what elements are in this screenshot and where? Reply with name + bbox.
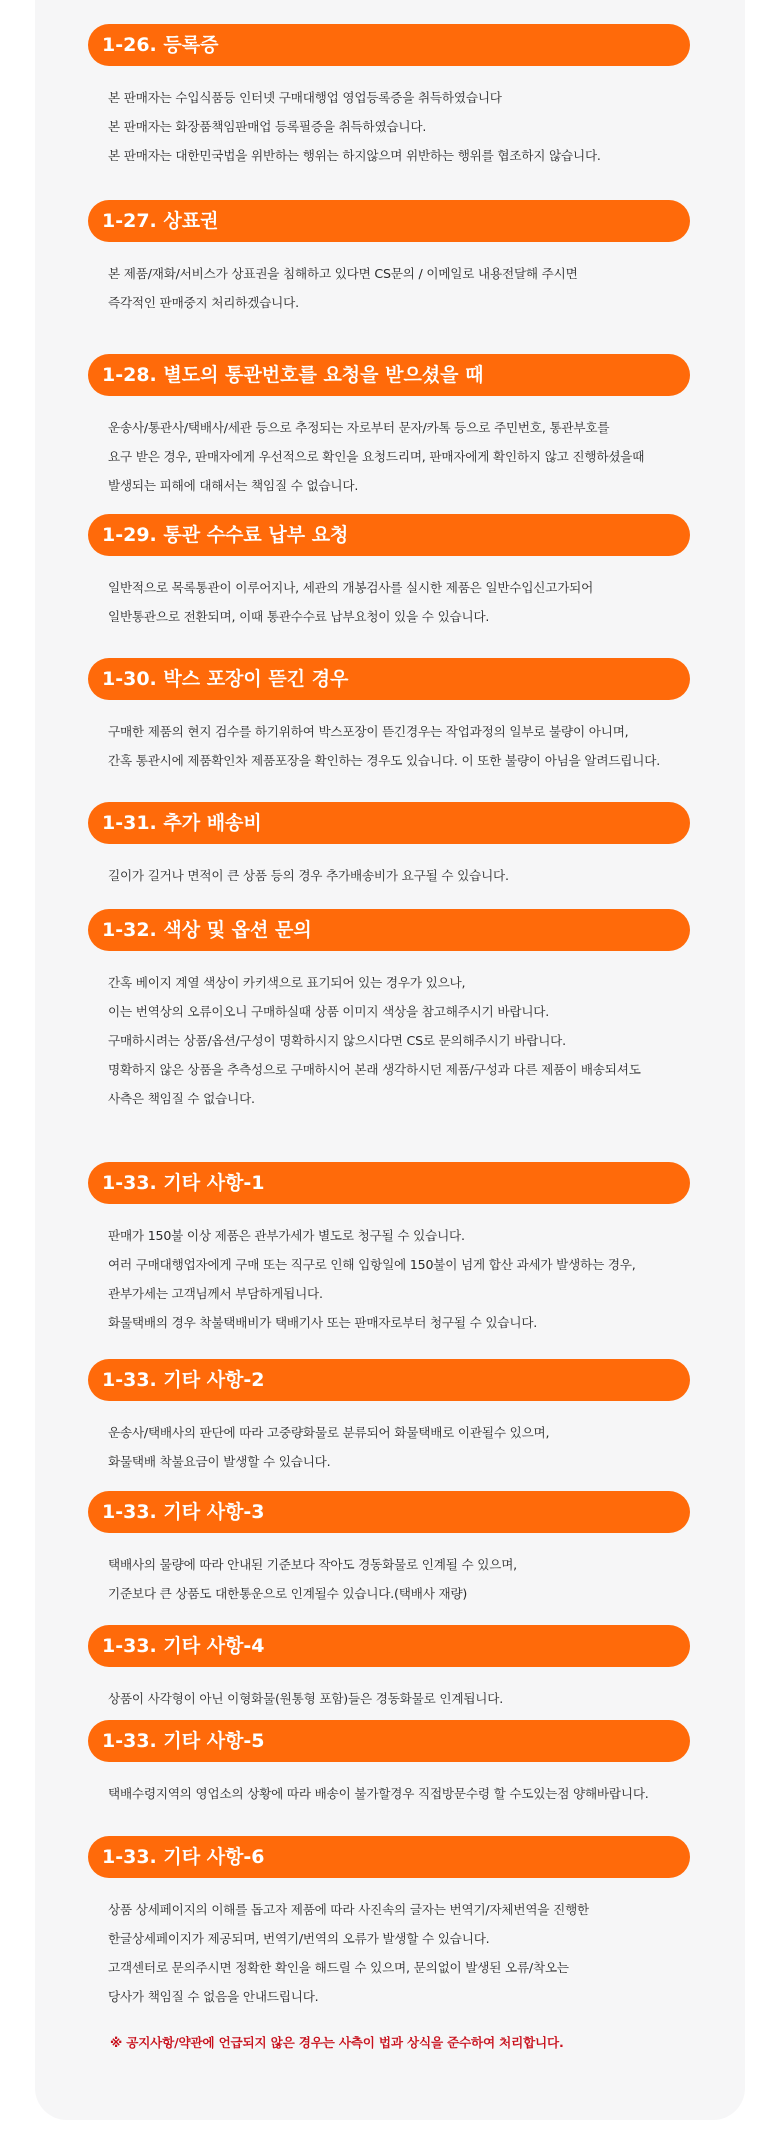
section-line: 여러 구매대행업자에게 구매 또는 직구로 인해 입항일에 150불이 넘게 합산 과세가 발생하는 경우, <box>108 1257 636 1272</box>
policy-section <box>88 354 718 500</box>
section-body <box>88 413 718 500</box>
section-line: 고객센터로 문의주시면 정확한 확인을 해드릴 수 있으며, 문의없이 발생된 오류/착오는 <box>108 1960 569 1975</box>
section-body <box>88 1684 718 1713</box>
section-line: 사측은 책임질 수 없습니다. <box>108 1091 255 1106</box>
section-title: 1-28. 별도의 통관번호를 요청을 받으셨을 때 <box>88 354 690 396</box>
policy-section <box>88 909 718 1113</box>
section-body <box>88 83 718 170</box>
section-line: 기준보다 큰 상품도 대한통운으로 인계될수 있습니다.(택배사 재량) <box>108 1586 468 1601</box>
section-line: 길이가 길거나 면적이 큰 상품 등의 경우 추가배송비가 요구될 수 있습니다. <box>108 868 509 883</box>
section-line: 운송사/통관사/택배사/세관 등으로 추정되는 자로부터 문자/카톡 등으로 주민번호, 통관부호를 <box>108 420 610 435</box>
section-line: 요구 받은 경우, 판매자에게 우선적으로 확인을 요청드리며, 판매자에게 확인하지 않고 진행하셨을때 <box>108 449 645 464</box>
section-line: 일반통관으로 전환되며, 이때 통관수수료 납부요청이 있을 수 있습니다. <box>108 609 490 624</box>
policy-section <box>88 24 718 170</box>
section-line: 한글상세페이지가 제공되며, 번역기/번역의 오류가 발생할 수 있습니다. <box>108 1931 490 1946</box>
section-body <box>88 717 718 775</box>
policy-section <box>88 1625 718 1713</box>
section-line: 당사가 책임질 수 없음을 안내드립니다. <box>108 1989 319 2004</box>
section-line: 구매하시려는 상품/옵션/구성이 명확하시지 않으시다면 CS로 문의해주시기 바랍니다. <box>108 1033 566 1048</box>
section-body <box>88 1418 718 1476</box>
section-line: 구매한 제품의 현지 검수를 하기위하여 박스포장이 뜯긴경우는 작업과정의 일부로 불량이 아니며, <box>108 724 629 739</box>
section-line: 본 판매자는 수입식품등 인터넷 구매대행업 영업등록증을 취득하였습니다 <box>108 90 502 105</box>
section-line: 택배사의 물량에 따라 안내된 기준보다 작아도 경동화물로 인계될 수 있으며, <box>108 1557 517 1572</box>
policy-section <box>88 802 718 890</box>
section-title: 1-33. 기타 사항-5 <box>88 1720 690 1762</box>
policy-notice: ※ 공지사항/약관에 언급되지 않은 경우는 사측이 법과 상식을 준수하여 처리합니다. <box>110 2035 564 2050</box>
policy-section <box>88 1836 718 2011</box>
section-line: 관부가세는 고객님께서 부담하게됩니다. <box>108 1286 323 1301</box>
section-line: 즉각적인 판매중지 처리하겠습니다. <box>108 295 299 310</box>
section-line: 이는 번역상의 오류이오니 구매하실때 상품 이미지 색상을 참고해주시기 바랍니다. <box>108 1004 550 1019</box>
section-line: 간혹 베이지 계열 색상이 카키색으로 표기되어 있는 경우가 있으나, <box>108 975 466 990</box>
section-title: 1-33. 기타 사항-6 <box>88 1836 690 1878</box>
policy-section <box>88 658 718 775</box>
section-title: 1-26. 등록증 <box>88 24 690 66</box>
section-title: 1-33. 기타 사항-3 <box>88 1491 690 1533</box>
section-line: 상품 상세페이지의 이해를 돕고자 제품에 따라 사진속의 글자는 번역기/자체번역을 진행한 <box>108 1902 589 1917</box>
section-line: 상품이 사각형이 아닌 이형화물(원통형 포함)들은 경동화물로 인계됩니다. <box>108 1691 504 1706</box>
section-line: 일반적으로 목록통관이 이루어지나, 세관의 개봉검사를 실시한 제품은 일반수입신고가되어 <box>108 580 594 595</box>
section-body <box>88 573 718 631</box>
section-title: 1-31. 추가 배송비 <box>88 802 690 844</box>
policy-section <box>88 1491 718 1608</box>
section-title: 1-33. 기타 사항-2 <box>88 1359 690 1401</box>
section-line: 본 판매자는 화장품책임판매업 등록필증을 취득하였습니다. <box>108 119 427 134</box>
section-line: 화물택배의 경우 착불택배비가 택배기사 또는 판매자로부터 청구될 수 있습니다. <box>108 1315 538 1330</box>
section-title: 1-27. 상표권 <box>88 200 690 242</box>
section-line: 발생되는 피해에 대해서는 책임질 수 없습니다. <box>108 478 359 493</box>
section-body <box>88 1221 718 1337</box>
policy-section <box>88 1720 718 1808</box>
section-line: 판매가 150불 이상 제품은 관부가세가 별도로 청구될 수 있습니다. <box>108 1228 465 1243</box>
section-line: 본 판매자는 대한민국법을 위반하는 행위는 하지않으며 위반하는 행위를 협조하지 않습니다. <box>108 148 601 163</box>
section-body <box>88 1550 718 1608</box>
section-line: 택배수령지역의 영업소의 상황에 따라 배송이 불가할경우 직접방문수령 할 수도있는점 양해바랍니다. <box>108 1786 649 1801</box>
section-body <box>88 968 718 1113</box>
policy-section <box>88 1162 718 1337</box>
section-title: 1-33. 기타 사항-4 <box>88 1625 690 1667</box>
policy-section <box>88 514 718 631</box>
section-title: 1-30. 박스 포장이 뜯긴 경우 <box>88 658 690 700</box>
policy-section <box>88 200 718 317</box>
policy-section <box>88 1359 718 1476</box>
section-body <box>88 1779 718 1808</box>
section-title: 1-33. 기타 사항-1 <box>88 1162 690 1204</box>
section-title: 1-29. 통관 수수료 납부 요청 <box>88 514 690 556</box>
section-line: 명확하지 않은 상품을 추측성으로 구매하시어 본래 생각하시던 제품/구성과 다른 제품이 배송되셔도 <box>108 1062 641 1077</box>
section-line: 본 제품/재화/서비스가 상표권을 침해하고 있다면 CS문의 / 이메일로 내용전달해 주시면 <box>108 266 578 281</box>
section-title: 1-32. 색상 및 옵션 문의 <box>88 909 690 951</box>
section-body <box>88 259 718 317</box>
section-line: 화물택배 착불요금이 발생할 수 있습니다. <box>108 1454 331 1469</box>
section-line: 간혹 통관시에 제품확인차 제품포장을 확인하는 경우도 있습니다. 이 또한 불량이 아님을 알려드립니다. <box>108 753 660 768</box>
section-line: 운송사/택배사의 판단에 따라 고중량화물로 분류되어 화물택배로 이관될수 있으며, <box>108 1425 550 1440</box>
section-body <box>88 861 718 890</box>
section-body <box>88 1895 718 2011</box>
